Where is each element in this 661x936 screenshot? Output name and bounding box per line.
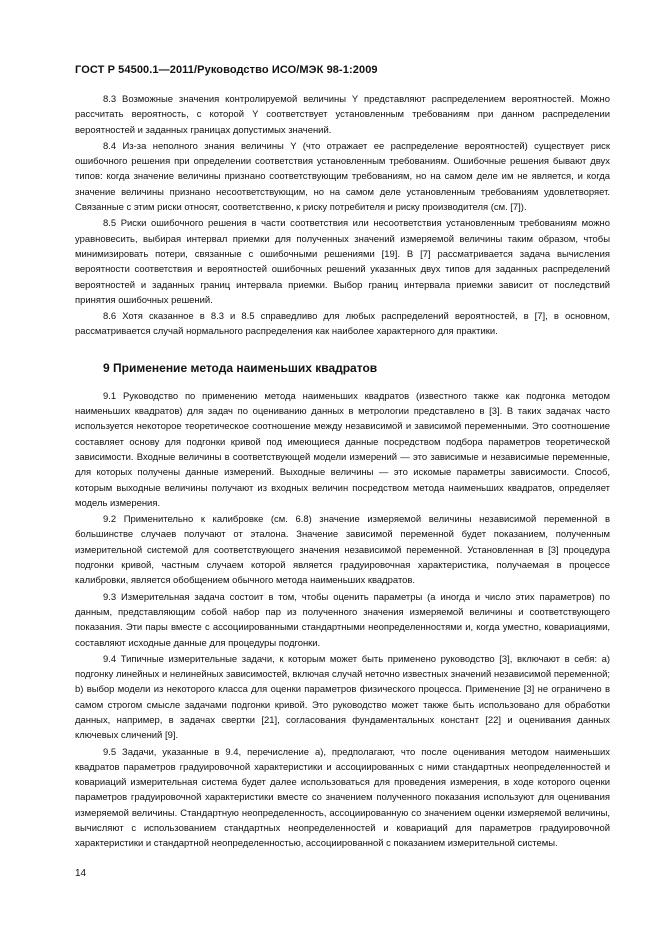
paragraph-8-3: 8.3 Возможные значения контролируемой величины Y представляют распределением вероятностей. Можно рассчитать вероятность, с которой Y соответствует установленным требованиям при данном распределении вероятностей и заданных границах допустимых значений. bbox=[75, 94, 610, 136]
paragraph-9-4: 9.4 Типичные измерительные задачи, к которым может быть применено руководство [3], включают в себя: а) подгонку линейных и нелинейных зависимостей, включая случай неточно известных значений независимой переменной; b) выбор модели из некоторого класса для оценки параметров физического процесса. Применение [3] не ограничено в самом строгом смысле задачами подгонки кривой. Это руководство может также быть использовано для обработки данных, например, в задачах свертки [21], согласования фундаментальных констант [22] и оценивания данных ключевых сличений [9]. bbox=[75, 653, 610, 742]
page-header: ГОСТ Р 54500.1—2011/Руководство ИСО/МЭК 98-1:2009 bbox=[75, 64, 378, 76]
paragraph-9-5: 9.5 Задачи, указанные в 9.4, перечисление а), предполагают, что после оценивания методом наименьших квадратов параметров градуировочной характеристики и ассоциированных с ними стандартных неопределенностей и ковариаций измерительная система будет далее использоваться для проведения измерения, в ходе которого оценки параметров градуировочной характеристики вместе со значением полученного показания используют для оценивания измеряемой величины. Стандартную неопределенность, ассоциированную со значением оценки измеряемой величины, вычисляют с использованием стандартных неопределенностей и ковариаций для параметров градуировочной характеристики и стандартной неопределенностью, ассоциированной с показанием измерительной системы. bbox=[75, 746, 610, 850]
section-heading-9: 9 Применение метода наименьших квадратов bbox=[103, 360, 378, 375]
paragraph-9-1: 9.1 Руководство по применению метода наименьших квадратов (известного также как подгонка методом наименьших квадратов) для задач по оцениванию данных в метрологии представлено в [3]. В таких задачах часто используется некоторое теоретическое соотношение между независимой и зависимой переменными. Это соотношение составляет основу для подгонки кривой под имеющиеся данные посредством подбора параметров теоретической зависимости. Входные величины в соответствующей модели измерений — это зависимые и независимые переменные, для которых получены данные измерений. Выходные величины — это искомые параметры зависимости. Способ, которым выходные величины получают из входных величин посредством метода наименьших квадратов, определяет модель измерения. bbox=[75, 390, 610, 509]
paragraph-9-2: 9.2 Применительно к калибровке (см. 6.8) значение измеряемой величины независимой переменной в большинстве случаев получают от эталона. Значение зависимой переменной будет показанием, полученным измерительной системой для соответствующего значения независимой переменной. Установленная в [3] процедура подгонки кривой, частным случаем которой является градуировочная характеристика, получаемая в процессе калибровки, является обобщением обычного метода наименьших квадратов. bbox=[75, 514, 610, 587]
paragraph-9-3: 9.3 Измерительная задача состоит в том, чтобы оценить параметры (а иногда и число этих параметров) по данным, представляющим собой набор пар из полученного значения измеряемой величины и соответствующего показания. Эти пары вместе с ассоциированными стандартными неопределенностями и, когда уместно, ковариациями, составляют исходные данные для процедуры подгонки. bbox=[75, 591, 610, 649]
paragraph-8-5: 8.5 Риски ошибочного решения в части соответствия или несоответствия установленным требованиям можно уравновесить, выбирая интервал приемки для полученных значений измеряемой величины таким образом, чтобы минимизировать потери, связанные с ошибочными решениями [19]. В [7] рассматривается задача вычисления вероятности соответствия и вероятностей ошибочных решений указанных двух типов для заданных распределений вероятностей и заданных границ интервала приемки. Выбор границ интервала приемки зависит от последствий принятия ошибочных решений. bbox=[75, 218, 610, 306]
paragraph-8-4: 8.4 Из-за неполного знания величины Y (что отражает ее распределение вероятностей) существует риск ошибочного решения при определении соответствия установленным требованиям. Ошибочные решения бывают двух типов: когда значение величины признано соответствующим требованиям, но на самом деле им не является, и когда значение величины признано несоответствующим, но на самом деле установленным требованиям удовлетворяет. Связанные с этим риски относят, соответственно, к риску потребителя и риску производителя (см. [7]). bbox=[75, 140, 610, 214]
page-number: 14 bbox=[75, 868, 87, 879]
paragraph-8-6: 8.6 Хотя сказанное в 8.3 и 8.5 справедливо для любых распределений вероятностей, в [7], в основном, рассматривается случай нормального распределения как наиболее характерного для практики. bbox=[75, 311, 610, 338]
document-body bbox=[75, 92, 610, 853]
